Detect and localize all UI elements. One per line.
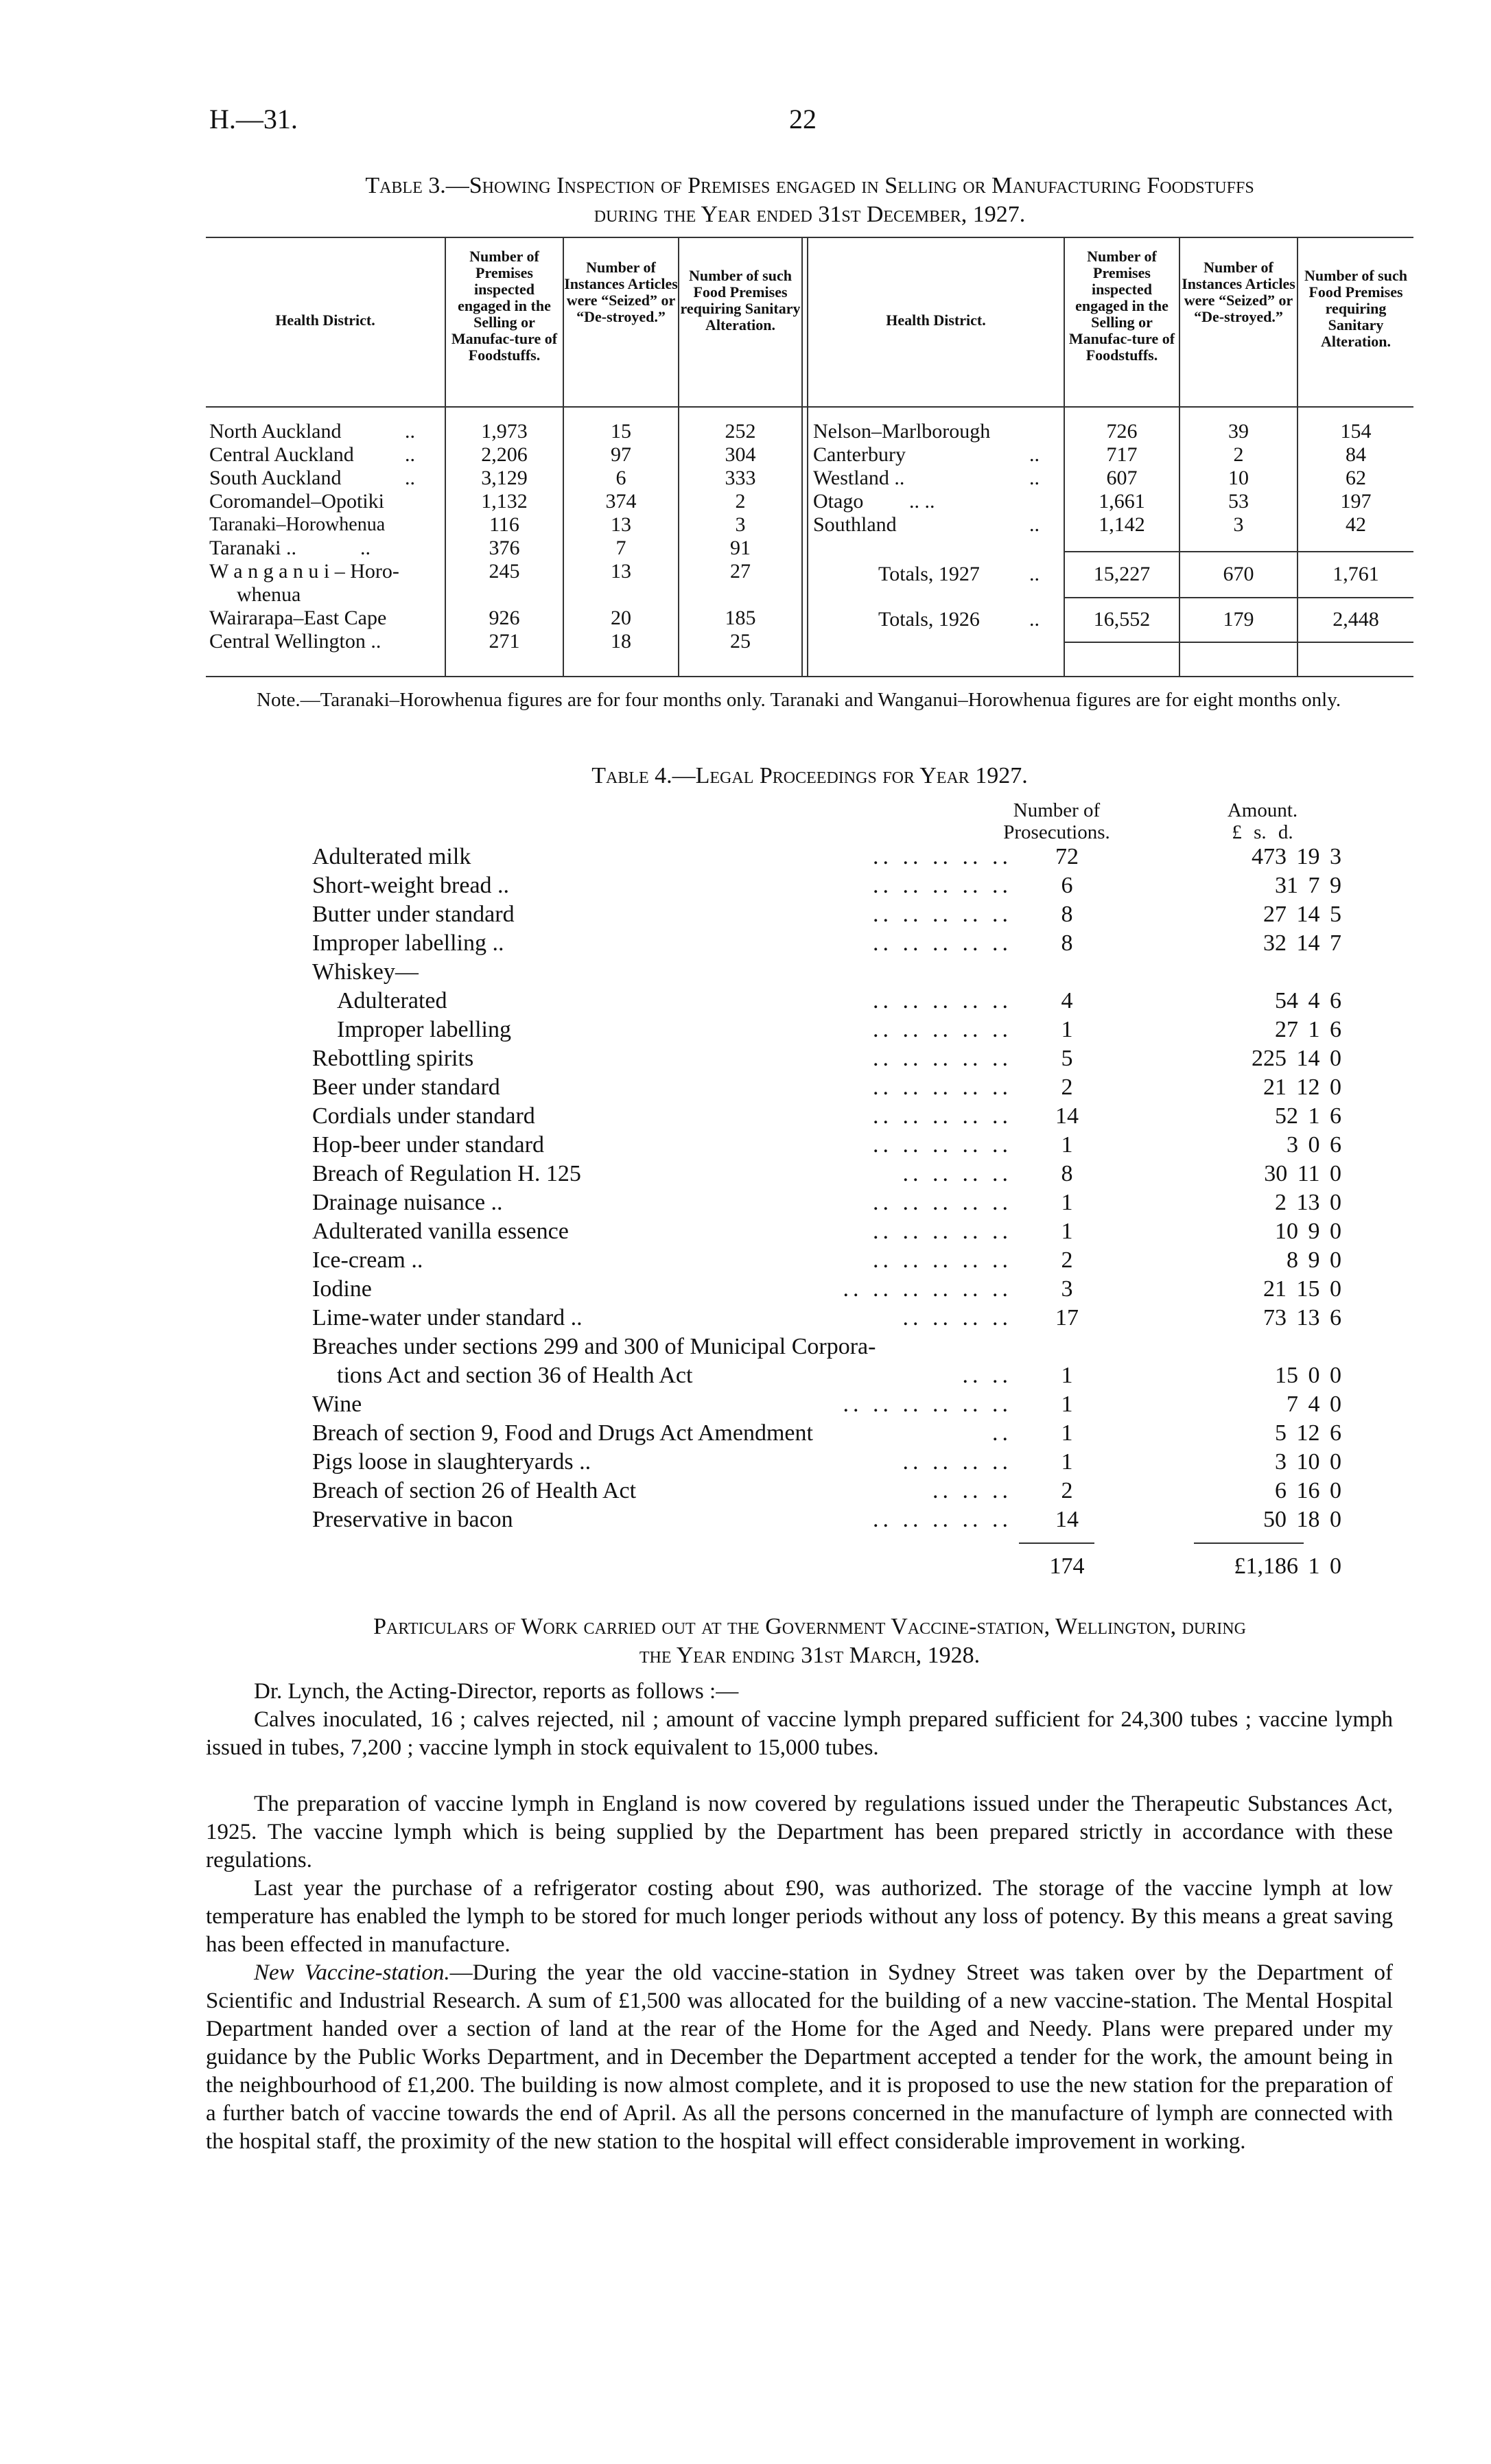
offence-label: Iodine [312, 1276, 372, 1302]
premises-value: 2,206 [481, 443, 528, 466]
paragraph-new-station [206, 1959, 1393, 2156]
amount-value: 31 7 9 [1275, 873, 1341, 898]
offence-label: Short-weight bread .. [312, 873, 510, 898]
district-name-continued: whenua [237, 583, 301, 606]
district-name: Taranaki–Horowhenua [209, 514, 386, 535]
amount-value: 15 0 0 [1275, 1363, 1341, 1388]
offence-label: Lime-water under standard .. [312, 1305, 583, 1330]
seized-value: 20 [611, 607, 631, 629]
table3-header-rule [206, 406, 1413, 408]
leader-dots: .. [405, 420, 415, 443]
paragraph-refrigerator: Last year the purchase of a refrigerator costing about £90, was authorized. The storage of the vaccine lymph at low temperature has enabled the lymph to be stored for much longer periods without any loss of potency. By this means a great saving has been effected in manufacture. [206, 1876, 1393, 1957]
leader-dots: .. [1029, 563, 1040, 585]
col-header-premises-right: Number of Premises inspected engaged in the Selling or Manufac-ture of Foodstuffs. [1068, 248, 1175, 364]
leader-dots: .. .. .. .. .. [873, 1132, 1012, 1158]
alteration-value: 84 [1346, 443, 1366, 466]
seized-total: 179 [1223, 608, 1254, 631]
table3-caption-line2: during the Year ended 31st December, 1927. [594, 202, 1026, 227]
seized-value: 97 [611, 443, 631, 466]
col-divider [807, 237, 808, 676]
prosecutions-value: 17 [1055, 1305, 1079, 1330]
prosecutions-value: 72 [1055, 844, 1079, 869]
premises-value: 1,661 [1099, 490, 1145, 513]
amount-value: 21 12 0 [1263, 1075, 1341, 1100]
col-header-prosecutions [988, 799, 1125, 843]
vaccine-station-heading [206, 1612, 1413, 1670]
offence-label: Butter under standard [312, 902, 515, 927]
alteration-value: 3 [735, 513, 746, 536]
seized-value: 13 [611, 513, 631, 536]
seized-value: 39 [1228, 420, 1249, 443]
amount-value: 3 0 6 [1287, 1132, 1341, 1158]
offence-label: Breach of Regulation H. 125 [312, 1161, 581, 1186]
col-header-alteration: Number of such Food Premises requiring Sanitary Alteration. [680, 267, 801, 333]
premises-total: 15,227 [1093, 563, 1151, 585]
alteration-value: 62 [1346, 467, 1366, 489]
district-name: Central Auckland [209, 443, 354, 466]
alteration-total: 1,761 [1332, 563, 1379, 585]
leader-dots: .. .. .. .. [902, 1449, 1012, 1475]
offence-label: tions Act and section 36 of Health Act [337, 1363, 693, 1388]
premises-value: 607 [1106, 467, 1138, 489]
seized-total: 670 [1223, 563, 1254, 585]
paragraph-intro: Dr. Lynch, the Acting-Director, reports as follows :— [254, 1679, 739, 1704]
col-header-seized-right: Number of Instances Articles were “Seized” or “De-stroyed.” [1182, 259, 1295, 325]
col-header-amount-line2: £ s. d. [1232, 821, 1293, 843]
amount-total-rule [1194, 1542, 1304, 1544]
offence-label: Adulterated milk [312, 844, 471, 869]
alteration-value: 2 [735, 490, 746, 513]
table3-caption [206, 172, 1413, 229]
amount-value: 3 10 0 [1275, 1449, 1341, 1475]
alteration-value: 154 [1340, 420, 1372, 443]
leader-dots: .. .. .. .. .. [873, 873, 1012, 898]
premises-value: 1,132 [481, 490, 528, 513]
prosecutions-value: 1 [1061, 1190, 1073, 1215]
leader-dots: .. .. .. .. .. [873, 902, 1012, 927]
offence-label: Breach of section 26 of Health Act [312, 1478, 637, 1503]
seized-value: 6 [615, 467, 626, 489]
district-name: South Auckland [209, 467, 342, 489]
offence-label: Preservative in bacon [312, 1507, 513, 1532]
offence-label: Adulterated vanilla essence [312, 1219, 569, 1244]
prosecutions-total-rule [1019, 1542, 1094, 1544]
col-header-district-right: Health District. [886, 312, 986, 329]
prosecutions-total: 174 [1049, 1553, 1085, 1579]
premises-value: 3,129 [481, 467, 528, 489]
premises-value: 926 [489, 607, 520, 629]
totals-rule-3 [1064, 642, 1413, 643]
prosecutions-value: 8 [1061, 1161, 1073, 1186]
district-name: Wairarapa–East Cape [209, 607, 387, 629]
premises-value: 245 [489, 560, 520, 583]
prosecutions-value: 14 [1055, 1507, 1079, 1532]
prosecutions-value: 1 [1061, 1363, 1073, 1388]
amount-value: 27 1 6 [1275, 1017, 1341, 1042]
offence-label: Cordials under standard [312, 1103, 535, 1129]
alteration-value: 333 [725, 467, 756, 489]
leader-dots: .. [1029, 443, 1040, 466]
leader-dots: .. .. [962, 1363, 1012, 1388]
totals-label: Totals, 1927 [878, 563, 980, 585]
premises-value: 116 [489, 513, 519, 536]
leader-dots: .. .. .. .. .. [873, 988, 1012, 1013]
district-name: Nelson–Marlborough [813, 420, 991, 443]
table3-note: Note.—Taranaki–Horowhenua figures are for four months only. Taranaki and Wanganui–Horowhenua figures are for eight months only. [257, 689, 1341, 711]
seized-value: 53 [1228, 490, 1249, 513]
prosecutions-value: 8 [1061, 930, 1073, 956]
alteration-value: 197 [1340, 490, 1372, 513]
prosecutions-value: 1 [1061, 1392, 1073, 1417]
amount-value: 7 4 0 [1287, 1392, 1341, 1417]
totals-rule-1 [1064, 551, 1413, 552]
premises-value: 271 [489, 630, 520, 653]
prosecutions-value: 1 [1061, 1017, 1073, 1042]
leader-dots: .. .. .. [932, 1478, 1012, 1503]
leader-dots: .. .. .. .. [902, 1305, 1012, 1330]
premises-value: 1,142 [1099, 513, 1145, 536]
offence-label: Wine [312, 1392, 362, 1417]
leader-dots: .. .. .. .. [902, 1161, 1012, 1186]
leader-dots: .. .. .. .. .. [873, 930, 1012, 956]
amount-value: 50 18 0 [1263, 1507, 1341, 1532]
leader-dots: .. .. [909, 490, 935, 513]
amount-value: 10 9 0 [1275, 1219, 1341, 1244]
leader-dots: .. .. .. .. .. [873, 1103, 1012, 1129]
amount-value: 2 13 0 [1275, 1190, 1341, 1215]
prosecutions-value: 4 [1061, 988, 1073, 1013]
prosecutions-value: 2 [1061, 1247, 1073, 1273]
leader-dots: .. [992, 1420, 1012, 1446]
seized-value: 7 [615, 537, 626, 559]
district-name: W a n g a n u i – Horo- [209, 560, 399, 583]
paragraph-calves: Calves inoculated, 16 ; calves rejected, nil ; amount of vaccine lymph prepared sufficient for 24,300 tubes ; vaccine lymph issued in tubes, 7,200 ; vaccine lymph in stock equivalent to 15,000 tubes. [206, 1707, 1393, 1760]
amount-value: 52 1 6 [1275, 1103, 1341, 1129]
alteration-value: 185 [725, 607, 756, 629]
leader-dots: .. [1029, 467, 1040, 489]
leader-dots: .. [405, 467, 415, 489]
offence-label: Adulterated [337, 988, 447, 1013]
prosecutions-value: 1 [1061, 1449, 1073, 1475]
prosecutions-value: 3 [1061, 1276, 1073, 1302]
col-header-premises: Number of Premises inspected engaged in the Selling or Manufac-ture of Foodstuffs. [451, 248, 558, 364]
prosecutions-value: 5 [1061, 1046, 1073, 1071]
premises-total: 16,552 [1093, 608, 1151, 631]
amount-total: £1,186 1 0 [1234, 1553, 1341, 1579]
leader-dots: .. .. .. .. .. .. [843, 1392, 1012, 1417]
alteration-value: 252 [725, 420, 756, 443]
seized-value: 15 [611, 420, 631, 443]
alteration-value: 27 [730, 560, 751, 583]
amount-value: 8 9 0 [1287, 1247, 1341, 1273]
district-name: Central Wellington .. [209, 630, 381, 653]
totals-rule-2 [1064, 597, 1413, 598]
paragraph-regulations: The preparation of vaccine lymph in England is now covered by regulations issued under the Therapeutic Substances Act, 1925. The vaccine lymph which is being supplied by the Department has been prepared strictly in accordance with these regulations. [206, 1792, 1393, 1873]
prosecutions-value: 8 [1061, 902, 1073, 927]
offence-label: Breach of section 9, Food and Drugs Act Amendment [312, 1420, 813, 1446]
district-name: Otago [813, 490, 864, 513]
leader-dots: .. .. .. .. .. .. [843, 1276, 1012, 1302]
district-name: Southland [813, 513, 897, 536]
premises-value: 1,973 [481, 420, 528, 443]
prosecutions-value: 1 [1061, 1219, 1073, 1244]
alteration-total: 2,448 [1332, 608, 1379, 631]
offence-label: Improper labelling [337, 1017, 511, 1042]
vaccine-station-heading-line1: Particulars of Work carried out at the Government Vaccine-station, Wellington, during [373, 1614, 1246, 1639]
seized-value: 18 [611, 630, 631, 653]
seized-value: 13 [611, 560, 631, 583]
alteration-value: 304 [725, 443, 756, 466]
vaccine-station-heading-line2: the Year ending 31st March, 1928. [639, 1643, 981, 1668]
prosecutions-value: 1 [1061, 1132, 1073, 1158]
table3-bottom-rule [206, 676, 1413, 677]
amount-value: 27 14 5 [1263, 902, 1341, 927]
col-header-amount-line1: Amount. [1227, 799, 1298, 821]
document-code: H.—31. [209, 104, 298, 134]
col-header-seized: Number of Instances Articles were “Seized” or “De-stroyed.” [564, 259, 678, 325]
alteration-value: 91 [730, 537, 751, 559]
leader-dots: .. .. .. .. .. [873, 1247, 1012, 1273]
district-name: Canterbury [813, 443, 906, 466]
offence-label: Drainage nuisance .. [312, 1190, 503, 1215]
offence-label: Whiskey— [312, 959, 419, 985]
offence-label: Improper labelling .. [312, 930, 504, 956]
leader-dots: .. [1029, 513, 1040, 536]
leader-dots: .. [405, 443, 415, 466]
table3-caption-line1: Table 3.—Showing Inspection of Premises engaged in Selling or Manufacturing Foodstuffs [365, 173, 1254, 198]
col-divider [801, 237, 803, 676]
leader-dots: .. .. .. .. .. [873, 1507, 1012, 1532]
alteration-value: 42 [1346, 513, 1366, 536]
district-name: Coromandel–Opotiki [209, 490, 384, 513]
amount-value: 21 15 0 [1263, 1276, 1341, 1302]
leader-dots: .. [360, 537, 371, 559]
amount-value: 6 16 0 [1275, 1478, 1341, 1503]
new-station-text: —During the year the old vaccine-station in Sydney Street was taken over by the Department of Scientific and Industrial Research. A sum of £1,500 was allocated for the building of a new vaccine-station. The Mental Hospital Department handed over a section of land at the rear of the Home for the Aged and Needy. Plans were prepared under my guidance by the Public Works Department, and in December the Department accepted a tender for the work, the amount being in the neighbourhood of £1,200. The building is now almost complete, and it is proposed to use the new station for the preparation of a further batch of vaccine towards the end of April. As all the persons concerned in the manufacture of lymph are connected with the hospital staff, the proximity of the new station to the hospital will effect considerable improvement in working. [206, 1960, 1393, 2154]
amount-value: 225 14 0 [1252, 1046, 1341, 1071]
seized-value: 374 [605, 490, 637, 513]
amount-value: 73 13 6 [1263, 1305, 1341, 1330]
seized-value: 2 [1233, 443, 1244, 466]
amount-value: 30 11 0 [1264, 1161, 1341, 1186]
page-number: 22 [789, 104, 817, 134]
prosecutions-value: 14 [1055, 1103, 1079, 1129]
prosecutions-value: 2 [1061, 1075, 1073, 1100]
leader-dots: .. .. .. .. .. [873, 1190, 1012, 1215]
col-header-prosecutions-line2: Prosecutions. [1003, 821, 1110, 843]
offence-label: Ice-cream .. [312, 1247, 423, 1273]
totals-label: Totals, 1926 [878, 608, 980, 631]
table4-caption: Table 4.—Legal Proceedings for Year 1927. [591, 763, 1028, 788]
offence-label-multiline: Breaches under sections 299 and 300 of Municipal Corpora- [312, 1334, 876, 1359]
district-name: Taranaki .. [209, 537, 297, 559]
amount-value: 32 14 7 [1263, 930, 1341, 956]
offence-label: Hop-beer under standard [312, 1132, 544, 1158]
leader-dots: .. .. .. .. .. [873, 844, 1012, 869]
offence-label: Rebottling spirits [312, 1046, 474, 1071]
col-header-alteration-right: Number of such Food Premises requiring Sanitary Alteration. [1304, 267, 1407, 350]
alteration-value: 25 [730, 630, 751, 653]
leader-dots: .. .. .. .. .. [873, 1075, 1012, 1100]
new-station-subheading: New Vaccine-station. [254, 1960, 450, 1985]
offence-label: Beer under standard [312, 1075, 500, 1100]
district-name: North Auckland [209, 420, 342, 443]
amount-value: 5 12 6 [1275, 1420, 1341, 1446]
offence-label: Pigs loose in slaughteryards .. [312, 1449, 591, 1475]
prosecutions-value: 6 [1061, 873, 1073, 898]
prosecutions-value: 2 [1061, 1478, 1073, 1503]
col-header-prosecutions-line1: Number of [1013, 799, 1101, 821]
col-header-district: Health District. [275, 312, 375, 329]
leader-dots: .. .. .. .. .. [873, 1046, 1012, 1071]
col-header-amount [1184, 799, 1341, 843]
table3-top-rule [206, 237, 1413, 238]
leader-dots: .. [1029, 608, 1040, 631]
amount-value: 473 19 3 [1252, 844, 1341, 869]
prosecutions-value: 1 [1061, 1420, 1073, 1446]
leader-dots: .. .. .. .. .. [873, 1219, 1012, 1244]
premises-value: 376 [489, 537, 520, 559]
seized-value: 10 [1228, 467, 1249, 489]
premises-value: 726 [1106, 420, 1138, 443]
premises-value: 717 [1106, 443, 1138, 466]
seized-value: 3 [1233, 513, 1244, 536]
leader-dots: .. .. .. .. .. [873, 1017, 1012, 1042]
amount-value: 54 4 6 [1275, 988, 1341, 1013]
district-name: Westland .. [813, 467, 905, 489]
